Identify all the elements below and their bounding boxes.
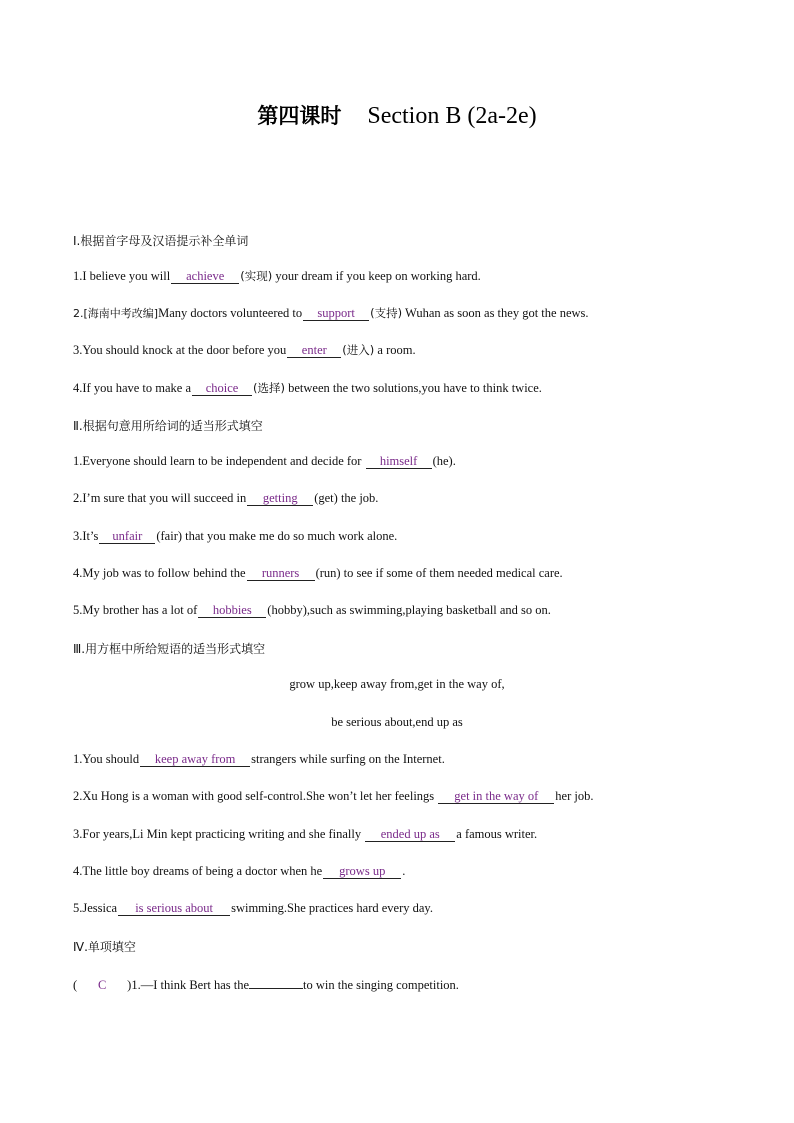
sec1-question-4 [73, 380, 542, 396]
question-text: (fair) that you make me do so much work alone. [156, 529, 398, 543]
section-3-heading: Ⅲ.用方框中所给短语的适当形式填空 [73, 642, 266, 656]
hint-text: (支持) [370, 306, 403, 320]
source-tag: 2.[海南中考改编] [73, 307, 159, 320]
question-text: 5.My brother has a lot of [73, 603, 198, 617]
section-1-heading: Ⅰ.根据首字母及汉语提示补全单词 [73, 234, 249, 248]
sec4-question-1 [73, 976, 459, 993]
question-text: your dream if you keep on working hard. [272, 269, 481, 283]
page-title-cn: 第四课时 [257, 104, 342, 128]
answer-blank: grows up [323, 864, 401, 879]
question-text: (get) the job. [314, 491, 379, 505]
sec1-question-3 [73, 342, 416, 358]
question-text: a room. [374, 343, 416, 357]
answer-blank: enter [287, 343, 341, 358]
question-text: 1.You should [73, 752, 140, 766]
question-text: 1.I believe you will [73, 269, 171, 283]
hint-text: (实现) [240, 269, 273, 283]
choice-answer: C [98, 978, 107, 992]
question-text: 2.I’m sure that you will succeed in [73, 491, 247, 505]
question-text: 3.It’s [73, 529, 99, 543]
question-text: (hobby),such as swimming,playing basketball and so on. [267, 603, 551, 617]
sec2-question-4 [73, 566, 563, 581]
sec3-question-5 [73, 901, 433, 916]
sec3-question-4 [73, 864, 405, 879]
phrase-box-line-2: be serious about,end up as [331, 715, 463, 729]
question-text: to win the singing competition. [303, 978, 459, 992]
answer-blank: achieve [171, 269, 239, 284]
question-text: )1.—I think Bert has the [127, 978, 250, 992]
question-text: 3.For years,Li Min kept practicing writing and she finally [73, 827, 365, 841]
sec1-question-1 [73, 268, 481, 284]
sec3-question-3 [73, 827, 537, 842]
sec2-question-1 [73, 454, 456, 469]
answer-blank: get in the way of [438, 789, 554, 804]
paren-open: ( [73, 978, 78, 992]
answer-blank: choice [192, 381, 252, 396]
sec2-question-2 [73, 491, 378, 506]
sec1-question-2 [73, 305, 589, 321]
answer-blank: support [303, 306, 369, 321]
answer-blank: keep away from [140, 752, 250, 767]
question-text: 3.You should knock at the door before you [73, 343, 287, 357]
phrase-box-line-1: grow up,keep away from,get in the way of, [289, 677, 505, 691]
question-text: Many doctors volunteered to [158, 306, 303, 320]
answer-blank: is serious about [118, 901, 230, 916]
answer-blank: hobbies [198, 603, 266, 618]
empty-blank [249, 976, 303, 989]
hint-text: (进入) [342, 343, 375, 357]
answer-blank: getting [247, 491, 313, 506]
question-text: . [402, 864, 406, 878]
page-title [0, 100, 794, 130]
question-text: her job. [555, 789, 594, 803]
sec2-question-3 [73, 529, 397, 544]
sec2-question-5 [73, 603, 551, 618]
question-text: strangers while surfing on the Internet. [251, 752, 445, 766]
question-text: a famous writer. [456, 827, 538, 841]
section-4-heading: Ⅳ.单项填空 [73, 940, 136, 954]
question-text: Wuhan as soon as they got the news. [402, 306, 589, 320]
question-text: 4.My job was to follow behind the [73, 566, 246, 580]
sec3-question-2 [73, 789, 593, 804]
answer-blank: himself [366, 454, 432, 469]
question-text: (he). [432, 454, 456, 468]
question-text: between the two solutions,you have to think twice. [285, 381, 542, 395]
answer-blank: runners [247, 566, 315, 581]
hint-text: (选择) [253, 381, 285, 395]
question-text: (run) to see if some of them needed medical care. [315, 566, 563, 580]
question-text: 1.Everyone should learn to be independent and decide for [73, 454, 365, 468]
question-text: swimming.She practices hard every day. [231, 901, 433, 915]
page-title-en: Section B (2a-2e) [367, 103, 537, 129]
answer-blank: unfair [99, 529, 155, 544]
section-2-heading: Ⅱ.根据句意用所给词的适当形式填空 [73, 419, 263, 433]
sec3-question-1 [73, 752, 445, 767]
answer-blank: ended up as [365, 827, 455, 842]
question-text: 4.The little boy dreams of being a doctor when he [73, 864, 323, 878]
question-text: 4.If you have to make a [73, 381, 192, 395]
question-text: 2.Xu Hong is a woman with good self-control.She won’t let her feelings [73, 789, 438, 803]
question-text: 5.Jessica [73, 901, 118, 915]
